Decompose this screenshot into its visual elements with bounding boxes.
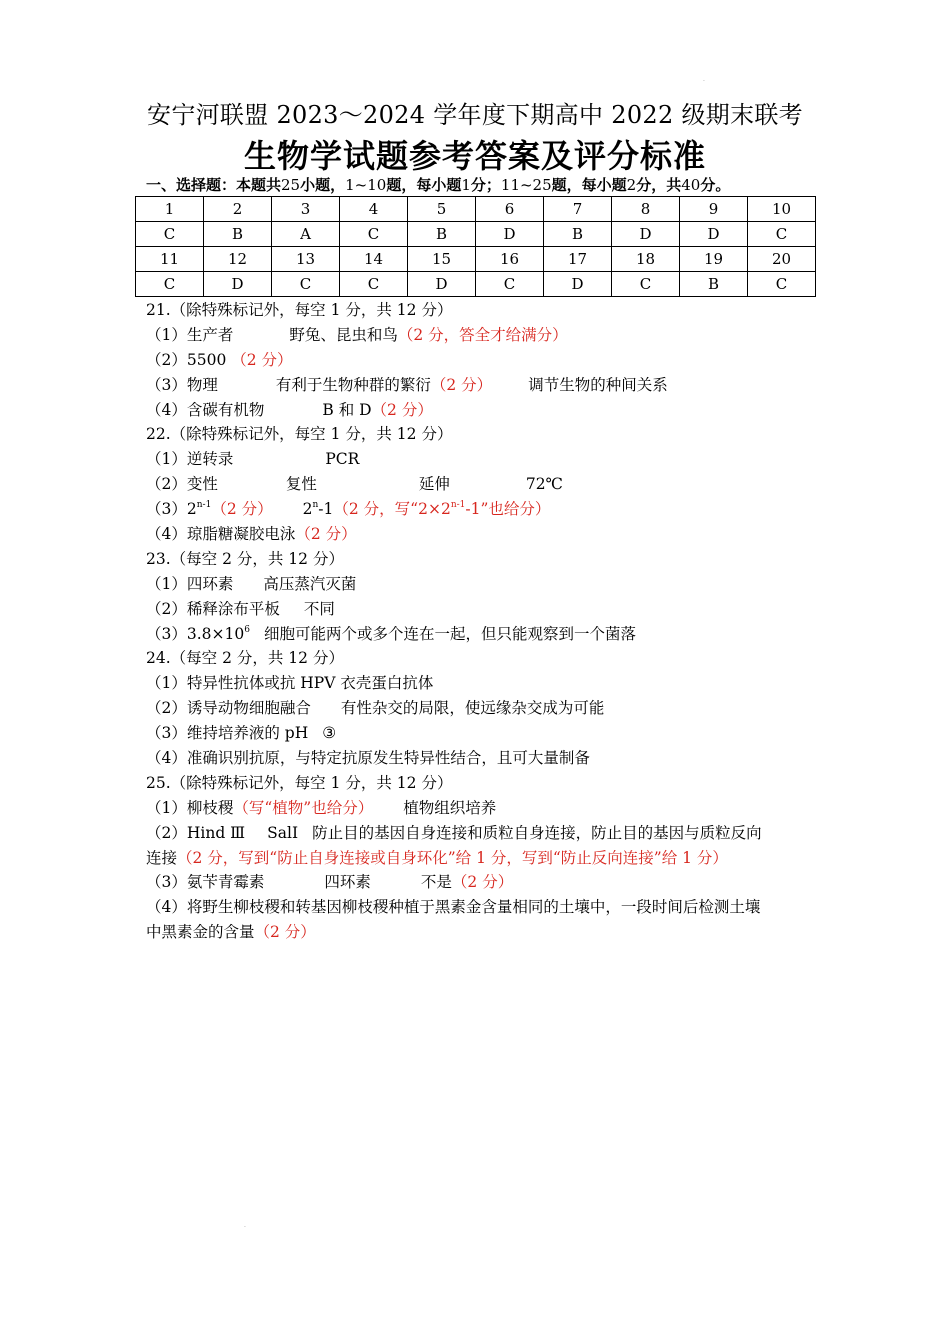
answer-cell: C (340, 222, 408, 247)
document-title: 生物学试题参考答案及评分标准 (243, 137, 706, 175)
q24-heading: 24.（每空 2 分，共 12 分） (146, 649, 344, 668)
answer-cell: C (136, 272, 204, 297)
q21-line3: （3）物理 有利于生物种群的繁衍（2 分） 调节生物的种间关系 (146, 375, 668, 394)
q25-line3: （3）氨苄青霉素 四环素 不是（2 分） (146, 873, 514, 892)
answer-cell: A (272, 222, 340, 247)
answer-cell: D (612, 222, 680, 247)
choice-answer-table (135, 196, 816, 297)
q22-line2: （2）变性 复性 延伸 72℃ (146, 475, 563, 494)
q25-line4b: 中黑素金的含量（2 分） (146, 923, 316, 942)
question-number-cell: 2 (204, 197, 272, 222)
question-number-cell: 5 (408, 197, 476, 222)
answer-cell: D (544, 272, 612, 297)
answer-cell: D (680, 222, 748, 247)
q24-line4: （4）准确识别抗原，与特定抗原发生特异性结合，且可大量制备 (146, 749, 590, 768)
q25-line4a: （4）将野生柳枝稷和转基因柳枝稷种植于黑素金含量相同的土壤中，一段时间后检测土壤 (146, 898, 761, 917)
answer-cell: C (612, 272, 680, 297)
q24-line1: （1）特异性抗体或抗 HPV 衣壳蛋白抗体 (146, 674, 434, 693)
q21-line2: （2）5500 （2 分） (146, 350, 293, 369)
question-number-cell: 11 (136, 247, 204, 272)
question-number-cell: 3 (272, 197, 340, 222)
q22-heading: 22.（除特殊标记外，每空 1 分，共 12 分） (146, 425, 453, 444)
answer-cell: B (544, 222, 612, 247)
answer-cell: C (476, 272, 544, 297)
q23-heading: 23.（每空 2 分，共 12 分） (146, 549, 344, 568)
question-number-cell: 4 (340, 197, 408, 222)
q25-line2b: 连接（2 分，写到“防止自身连接或自身环化”给 1 分，写到“防止反向连接”给 1 分） (146, 848, 728, 867)
q21-line1: （1）生产者 野兔、昆虫和鸟（2 分，答全才给满分） (146, 325, 568, 344)
q24-line2: （2）诱导动物细胞融合 有性杂交的局限，使远缘杂交成为可能 (146, 699, 605, 718)
scan-speck: . (244, 1222, 246, 1229)
question-number-cell: 8 (612, 197, 680, 222)
question-number-cell: 6 (476, 197, 544, 222)
answer-cell: C (272, 272, 340, 297)
exam-title: 安宁河联盟 2023～2024 学年度下期高中 2022 级期末联考 (147, 101, 803, 129)
answer-cell: D (476, 222, 544, 247)
section1-heading: 一、选择题：本题共25小题，1~10题，每小题1分；11~25题，每小题2分，共40分。 (146, 176, 731, 194)
answer-cell: B (408, 222, 476, 247)
q21-heading: 21.（除特殊标记外，每空 1 分，共 12 分） (146, 301, 453, 319)
question-number-cell: 18 (612, 247, 680, 272)
q25-line2a: （2）Hind Ⅲ SalⅠ 防止目的基因自身连接和质粒自身连接，防止目的基因与质粒反向 (146, 823, 762, 842)
question-number-cell: 16 (476, 247, 544, 272)
answer-cell: C (136, 222, 204, 247)
q22-line3: （3）2$^{n-1}$（2 分） 2$^n$-1（2 分，写“$2\times 2^{n-1}-1$”也给分） (146, 500, 551, 519)
question-number-cell: 7 (544, 197, 612, 222)
answer-cell: B (204, 222, 272, 247)
question-number-cell: 15 (408, 247, 476, 272)
answer-cell: C (748, 272, 816, 297)
answer-body (146, 298, 816, 945)
question-number-cell: 17 (544, 247, 612, 272)
question-number-cell: 10 (748, 197, 816, 222)
question-number-cell: 1 (136, 197, 204, 222)
question-number-cell: 12 (204, 247, 272, 272)
answer-row (136, 222, 816, 247)
q25-line1: （1）柳枝稷（写“植物”也给分） 植物组织培养 (146, 798, 497, 817)
answer-cell: C (748, 222, 816, 247)
q21-line4: （4）含碳有机物 B 和 D（2 分） (146, 400, 433, 419)
q23-line2: （2）稀释涂布平板 不同 (146, 599, 335, 618)
q22-line1: （1）逆转录 PCR (146, 450, 360, 469)
answer-cell: D (204, 272, 272, 297)
question-number-cell: 19 (680, 247, 748, 272)
answer-row (136, 272, 816, 297)
answer-cell: B (680, 272, 748, 297)
question-number-row (136, 247, 816, 272)
q22-line4: （4）琼脂糖凝胶电泳（2 分） (146, 525, 357, 544)
question-number-cell: 14 (340, 247, 408, 272)
q24-line3: （3）维持培养液的 pH ③ (146, 724, 337, 743)
q23-line3: $(3)3.8\times 10^6$ 细胞可能两个或多个连在一起，但只能观察到一个菌落 (146, 624, 636, 643)
q25-heading: 25.（除特殊标记外，每空 1 分，共 12 分） (146, 773, 453, 792)
question-number-cell: 20 (748, 247, 816, 272)
q23-line1: （1）四环素 高压蒸汽灭菌 (146, 574, 357, 593)
scan-speck: . (703, 76, 705, 83)
question-number-cell: 13 (272, 247, 340, 272)
question-number-cell: 9 (680, 197, 748, 222)
answer-cell: C (340, 272, 408, 297)
answer-cell: D (408, 272, 476, 297)
question-number-row (136, 197, 816, 222)
